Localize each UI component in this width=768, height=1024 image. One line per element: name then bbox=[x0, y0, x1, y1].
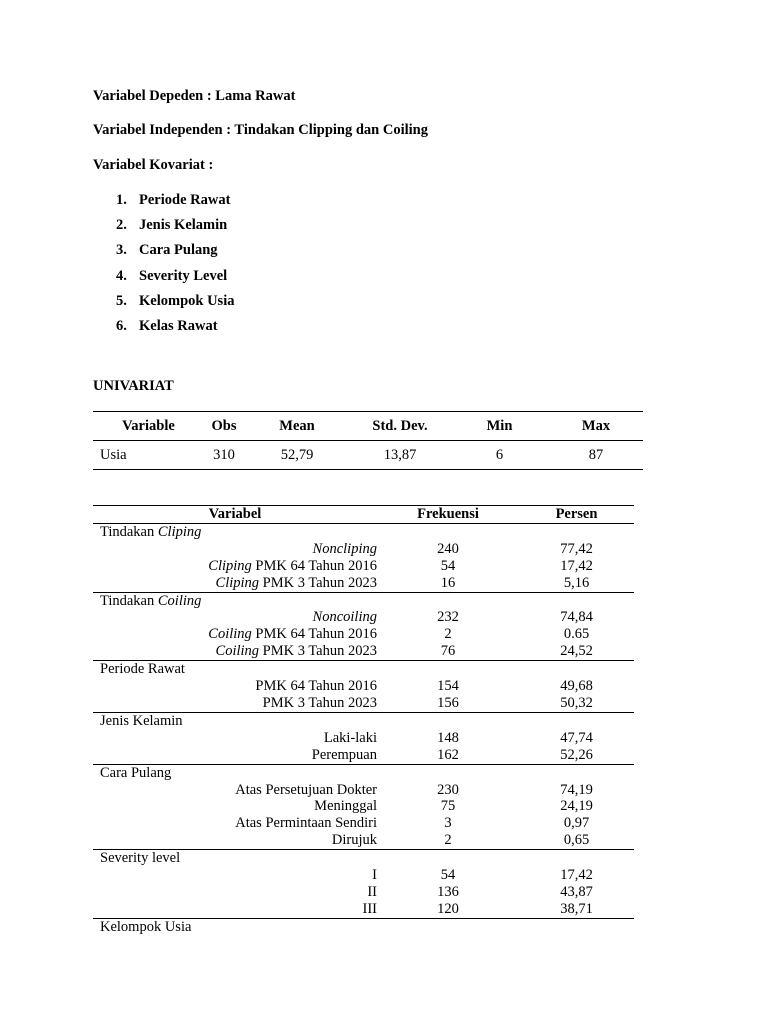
frequency-cell: 54 bbox=[440, 557, 456, 574]
percent-cell: 17,42 bbox=[560, 557, 593, 574]
percent-cell: 52,26 bbox=[519, 747, 634, 764]
column-header: Max bbox=[549, 412, 643, 441]
table-row bbox=[93, 575, 634, 592]
percent-cell: 74,19 bbox=[560, 781, 593, 798]
category-text: PMK 3 Tahun 2023 bbox=[262, 694, 377, 711]
category-label bbox=[93, 609, 377, 626]
table-row bbox=[93, 695, 634, 712]
group-row bbox=[93, 764, 634, 781]
heading-covariate: Variabel Kovariat : bbox=[93, 157, 214, 173]
group-label bbox=[93, 764, 634, 781]
table-row bbox=[93, 798, 634, 815]
percent-cell: 17,42 bbox=[560, 867, 593, 884]
group-label-text: Tindakan bbox=[100, 592, 158, 609]
frequency-cell: 156 bbox=[377, 695, 519, 712]
percent-cell: 43,87 bbox=[560, 883, 593, 900]
frequency-cell: 162 bbox=[377, 747, 519, 764]
table-cell: 52,79 bbox=[244, 441, 350, 470]
table-row bbox=[93, 901, 634, 918]
group-label bbox=[93, 918, 634, 935]
category-label bbox=[93, 815, 377, 832]
group-label bbox=[93, 850, 634, 867]
category-italic: Cliping bbox=[208, 557, 252, 574]
group-row bbox=[93, 918, 634, 935]
category-label bbox=[93, 678, 377, 695]
table-row bbox=[93, 558, 634, 575]
frequency-cell: 76 bbox=[377, 643, 519, 660]
category-text: Atas Persetujuan Dokter bbox=[235, 781, 377, 798]
heading-univariat: UNIVARIAT bbox=[93, 378, 174, 394]
frequency-cell: 240 bbox=[437, 540, 459, 557]
table-row bbox=[93, 441, 643, 470]
category-italic: Coiling bbox=[215, 643, 260, 660]
frequency-cell: 154 bbox=[437, 678, 459, 695]
table-row bbox=[93, 643, 634, 660]
list-number: 3. bbox=[116, 242, 127, 259]
category-italic: Cliping bbox=[215, 574, 260, 591]
column-header: Persen bbox=[519, 506, 634, 524]
group-label-text: Tindakan bbox=[100, 523, 158, 540]
covariate-item bbox=[116, 192, 234, 217]
covariate-item bbox=[116, 217, 234, 242]
covariate-label: Jenis Kelamin bbox=[139, 217, 228, 234]
category-label bbox=[93, 901, 377, 918]
list-number: 4. bbox=[116, 267, 127, 284]
table-cell: 6 bbox=[450, 441, 549, 470]
group-label bbox=[93, 661, 634, 678]
group-label-text: Severity level bbox=[100, 850, 181, 867]
table-row bbox=[93, 782, 634, 799]
percent-cell: 0.65 bbox=[563, 626, 590, 643]
frequency-cell: 136 bbox=[437, 883, 459, 900]
group-row bbox=[93, 661, 634, 678]
column-header: Variabel bbox=[93, 506, 377, 524]
category-italic: Noncliping bbox=[312, 540, 377, 557]
table-row bbox=[93, 832, 634, 849]
heading-dependent: Variabel Depeden : Lama Rawat bbox=[93, 88, 296, 104]
percent-cell: 50,32 bbox=[519, 695, 634, 712]
category-text: III bbox=[362, 900, 377, 917]
group-row bbox=[93, 523, 634, 540]
frequency-cell: 75 bbox=[440, 798, 456, 815]
frequency-cell: 120 bbox=[377, 901, 519, 918]
table-cell: 87 bbox=[549, 441, 643, 470]
category-label bbox=[93, 575, 377, 592]
column-header: Mean bbox=[244, 412, 350, 441]
category-label bbox=[93, 832, 377, 849]
percent-cell: 0,65 bbox=[519, 832, 634, 849]
frequency-cell: 2 bbox=[377, 832, 519, 849]
category-italic: Noncoiling bbox=[312, 609, 377, 626]
table-row bbox=[93, 815, 634, 832]
table-row bbox=[93, 609, 634, 626]
covariate-list bbox=[116, 192, 234, 343]
covariate-item bbox=[116, 293, 234, 318]
category-text: PMK 64 Tahun 2016 bbox=[255, 678, 377, 695]
category-label bbox=[93, 695, 377, 712]
group-label-text: Jenis Kelamin bbox=[100, 712, 183, 729]
percent-cell: 24,19 bbox=[560, 798, 593, 815]
category-italic: Coiling bbox=[208, 626, 252, 643]
list-number: 1. bbox=[116, 192, 127, 208]
column-header: Variable bbox=[93, 412, 204, 441]
table-row bbox=[93, 747, 634, 764]
list-number: 5. bbox=[116, 292, 127, 309]
list-number: 6. bbox=[116, 317, 127, 334]
category-text: I bbox=[372, 867, 377, 884]
category-text: Laki-laki bbox=[323, 729, 377, 746]
column-header: Frekuensi bbox=[377, 506, 519, 524]
group-label bbox=[93, 712, 634, 729]
covariate-label: Kelas Rawat bbox=[139, 317, 218, 334]
frequency-cell: 148 bbox=[437, 729, 459, 746]
covariate-label: Kelompok Usia bbox=[139, 292, 235, 309]
group-label-text: Periode Rawat bbox=[100, 661, 185, 678]
category-label bbox=[93, 867, 377, 884]
category-label bbox=[93, 884, 377, 901]
category-label bbox=[93, 541, 377, 558]
table-row bbox=[93, 626, 634, 643]
percent-cell: 38,71 bbox=[519, 901, 634, 918]
category-text: Atas Permintaan Sendiri bbox=[235, 815, 377, 832]
category-label bbox=[93, 747, 377, 764]
percent-cell: 47,74 bbox=[560, 729, 593, 746]
group-row bbox=[93, 850, 634, 867]
group-label-text: Cara Pulang bbox=[100, 764, 172, 781]
frequency-cell: 3 bbox=[444, 815, 452, 832]
category-label bbox=[93, 626, 377, 643]
frequency-cell: 2 bbox=[444, 626, 452, 643]
category-label bbox=[93, 643, 377, 660]
table-row bbox=[93, 884, 634, 901]
group-row bbox=[93, 592, 634, 609]
table-row bbox=[93, 730, 634, 747]
category-text: Meninggal bbox=[314, 798, 377, 815]
covariate-label: Periode Rawat bbox=[139, 192, 231, 208]
percent-cell: 24,52 bbox=[519, 643, 634, 660]
univariat-table bbox=[93, 411, 643, 470]
category-label bbox=[93, 558, 377, 575]
covariate-item bbox=[116, 242, 234, 267]
heading-independent: Variabel Independen : Tindakan Clipping dan Coiling bbox=[93, 122, 428, 138]
category-text: II bbox=[367, 883, 377, 900]
percent-cell: 5,16 bbox=[519, 575, 634, 592]
column-header: Min bbox=[450, 412, 549, 441]
category-text: PMK 64 Tahun 2016 bbox=[251, 626, 377, 643]
group-label-italic: Coiling bbox=[157, 592, 202, 609]
covariate-label: Cara Pulang bbox=[139, 242, 218, 259]
category-label bbox=[93, 798, 377, 815]
table-cell: 13,87 bbox=[350, 441, 450, 470]
table-row bbox=[93, 678, 634, 695]
frequency-cell: 54 bbox=[440, 867, 456, 884]
list-number: 2. bbox=[116, 217, 127, 234]
percent-cell: 77,42 bbox=[560, 540, 593, 557]
group-label bbox=[93, 523, 634, 540]
table-cell: Usia bbox=[93, 441, 204, 470]
column-header: Std. Dev. bbox=[350, 412, 450, 441]
frequency-cell: 232 bbox=[437, 609, 459, 626]
column-header: Obs bbox=[204, 412, 244, 441]
percent-cell: 74,84 bbox=[560, 609, 593, 626]
group-row bbox=[93, 712, 634, 729]
category-text: Dirujuk bbox=[331, 832, 377, 849]
category-text: PMK 64 Tahun 2016 bbox=[251, 557, 377, 574]
frequency-cell: 230 bbox=[437, 781, 459, 798]
category-label bbox=[93, 782, 377, 799]
category-text: Perempuan bbox=[311, 746, 377, 763]
table-row bbox=[93, 867, 634, 884]
category-text: PMK 3 Tahun 2023 bbox=[259, 643, 377, 660]
table-cell: 310 bbox=[204, 441, 244, 470]
group-label-italic: Cliping bbox=[157, 523, 202, 540]
table-row bbox=[93, 541, 634, 558]
frequency-cell: 16 bbox=[377, 575, 519, 592]
group-label-text: Kelompok Usia bbox=[100, 918, 192, 935]
group-label bbox=[93, 592, 634, 609]
covariate-label: Severity Level bbox=[139, 267, 228, 284]
covariate-item bbox=[116, 268, 234, 293]
covariate-item bbox=[116, 318, 234, 343]
percent-cell: 0,97 bbox=[563, 815, 590, 832]
category-text: PMK 3 Tahun 2023 bbox=[259, 574, 377, 591]
percent-cell: 49,68 bbox=[560, 678, 593, 695]
frequency-table bbox=[93, 505, 634, 936]
category-label bbox=[93, 730, 377, 747]
